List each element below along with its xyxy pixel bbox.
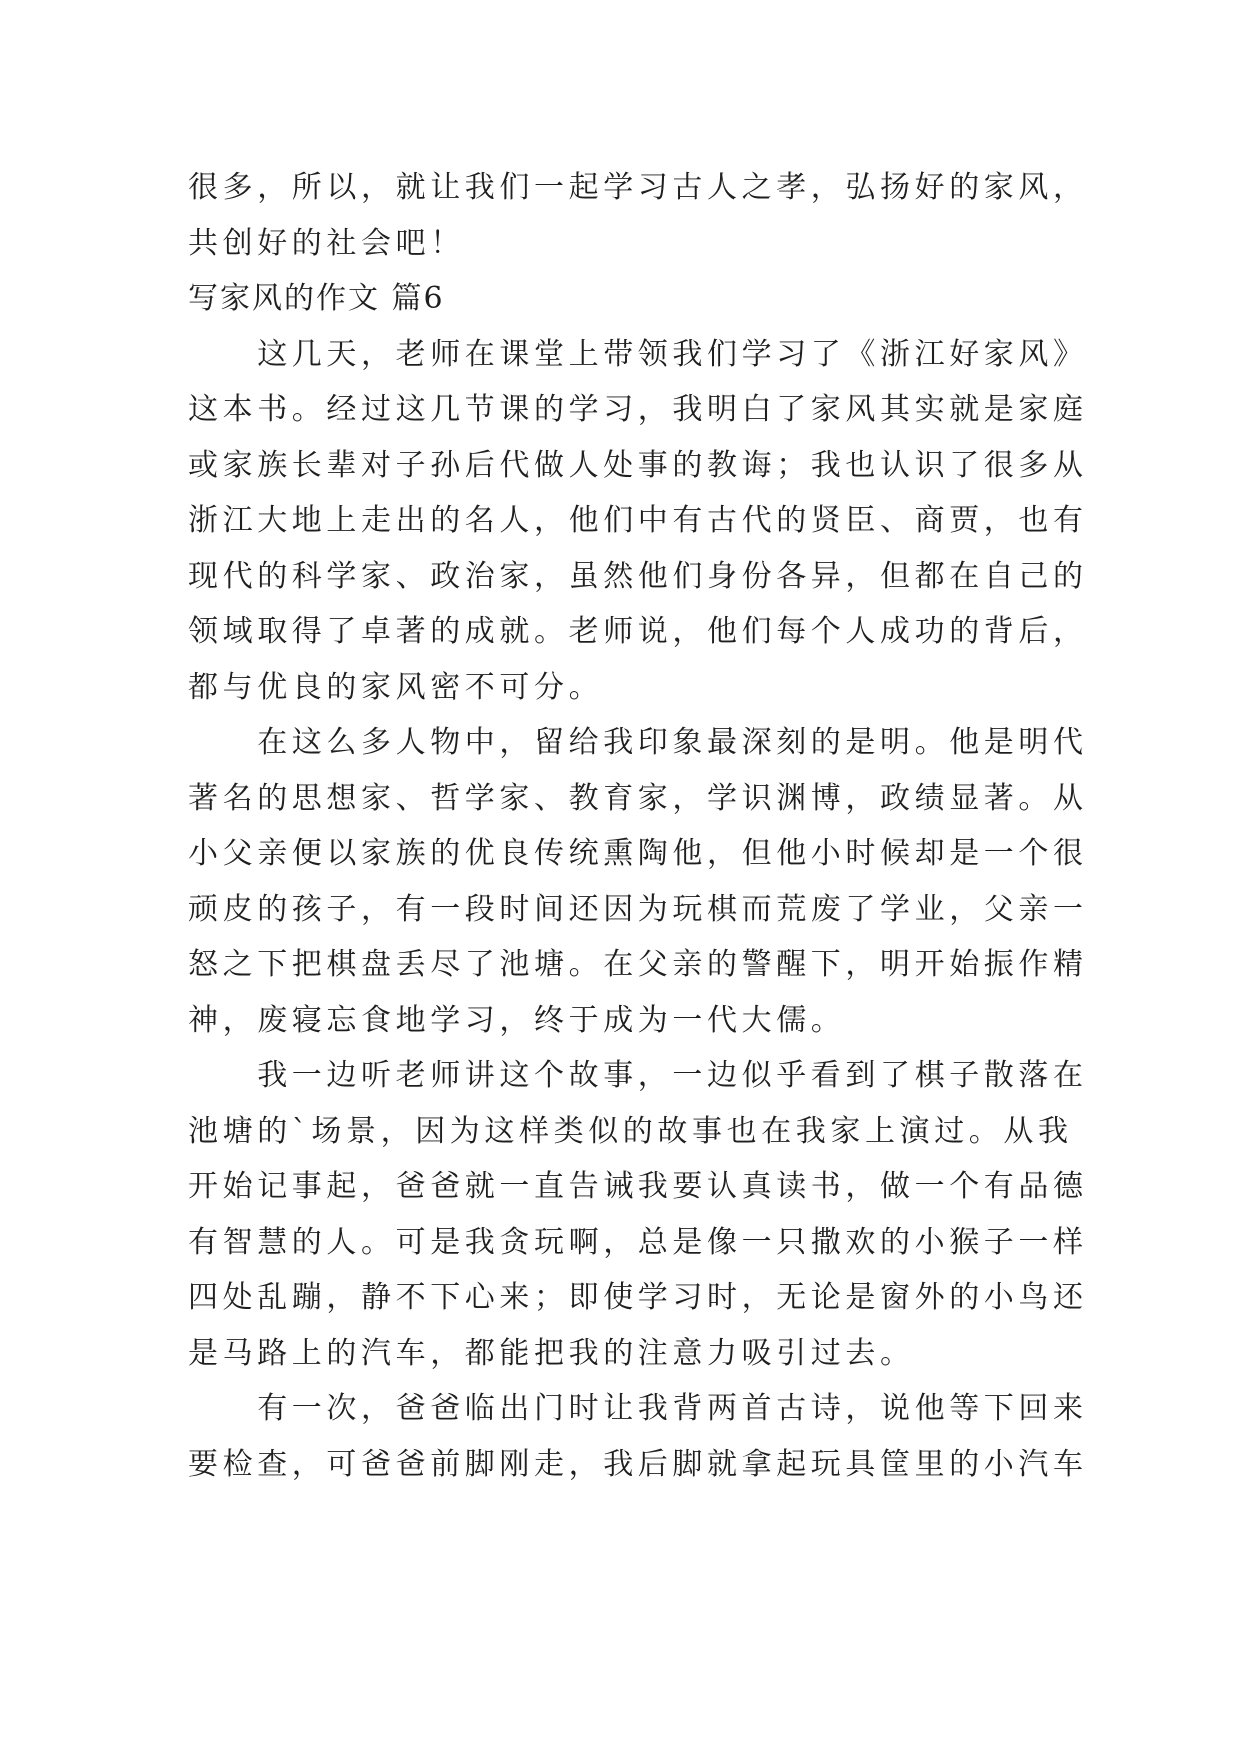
text-line: 都与优良的家风密不可分。 [188,669,604,705]
text-line: 现代的科学家、政治家，虽然他们身份各异，但都在自己的 [188,558,1088,594]
text-line: 是马路上的汽车，都能把我的注意力吸引过去。 [188,1335,915,1371]
text-line: 领域取得了卓著的成就。老师说，他们每个人成功的背后， [188,614,1088,649]
text-line: 顽皮的孩子，有一段时间还因为玩棋而荒废了学业，父亲一 [188,891,1088,927]
text-line: 神，废寝忘食地学习，终于成为一代大儒。 [188,1002,846,1038]
text-line: 这本书。经过这几节课的学习，我明白了家风其实就是家庭 [188,392,1088,427]
document-body [188,160,1088,1492]
text-line: 在这么多人物中，留给我印象最深刻的是明。他是明代 [188,725,1088,760]
paragraph-continued [188,160,1088,271]
paragraph [188,327,1088,716]
text-line: 开始记事起，爸爸就一直告诫我要认真读书，做一个有品德 [188,1169,1088,1204]
text-line: 这几天，老师在课堂上带领我们学习了《浙江好家风》 [188,336,1088,372]
text-line: 著名的思想家、哲学家、教育家，学识渊博，政绩显著。从 [188,780,1088,816]
text-line: 共创好的社会吧！ [188,225,465,261]
text-line: 我一边听老师讲这个故事，一边似乎看到了棋子散落在 [188,1058,1088,1093]
section-heading [188,271,1068,327]
text-line: 很多，所以，就让我们一起学习古人之孝，弘扬好的家风， [188,170,1088,205]
text-line: 有一次，爸爸临出门时让我背两首古诗，说他等下回来 [188,1391,1088,1426]
heading-text: 写家风的作文 篇6 [188,281,445,316]
text-line: 池塘的`场景，因为这样类似的故事也在我家上演过。从我 [188,1113,1073,1149]
text-line: 四处乱蹦，静不下心来；即使学习时，无论是窗外的小鸟还 [188,1280,1088,1315]
text-line: 或家族长辈对子孙后代做人处事的教诲；我也认识了很多从 [188,447,1088,483]
paragraph [188,1381,1088,1492]
text-line: 小父亲便以家族的优良传统熏陶他，但他小时候却是一个很 [188,836,1088,871]
text-line: 有智慧的人。可是我贪玩啊，总是像一只撒欢的小猴子一样 [188,1224,1088,1260]
paragraph [188,1048,1088,1381]
text-line: 怒之下把棋盘丢尽了池塘。在父亲的警醒下，明开始振作精 [188,947,1088,982]
paragraph [188,715,1088,1048]
text-line: 要检查，可爸爸前脚刚走，我后脚就拿起玩具筐里的小汽车 [188,1446,1088,1482]
text-line: 浙江大地上走出的名人，他们中有古代的贤臣、商贾，也有 [188,503,1088,538]
